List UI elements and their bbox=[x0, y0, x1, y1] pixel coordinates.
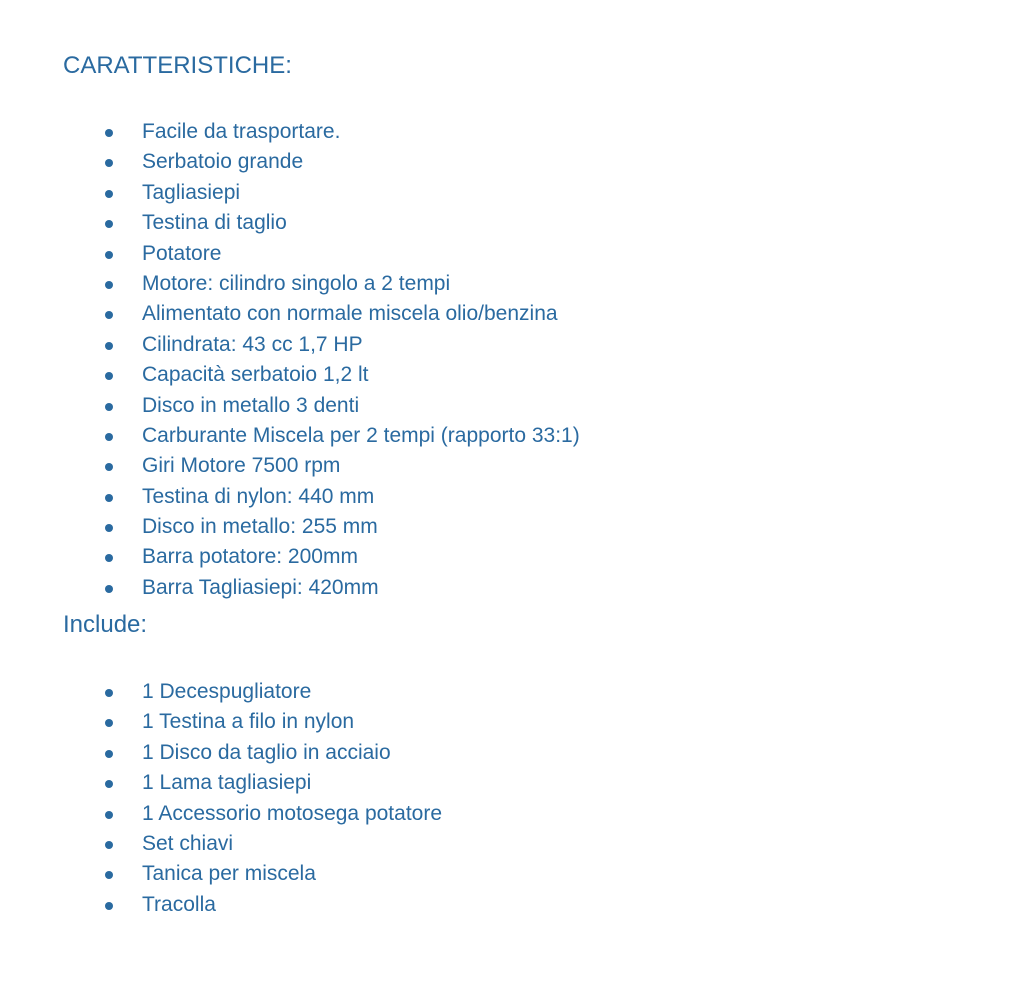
list-item-text: Cilindrata: 43 cc 1,7 HP bbox=[142, 332, 363, 356]
bullet-icon bbox=[105, 311, 113, 319]
list-item bbox=[0, 208, 580, 238]
list-item-text: Potatore bbox=[142, 241, 222, 265]
list-item bbox=[0, 859, 442, 889]
list-item bbox=[0, 677, 442, 707]
list-item bbox=[0, 768, 442, 798]
list-item-text: 1 Disco da taglio in acciaio bbox=[142, 740, 391, 764]
bullet-icon bbox=[105, 190, 113, 198]
list-item bbox=[0, 421, 580, 451]
list-item-text: Disco in metallo 3 denti bbox=[142, 393, 360, 417]
list-item-text: Tagliasiepi bbox=[142, 180, 241, 204]
bullet-icon bbox=[105, 689, 113, 697]
list-item-text: Tanica per miscela bbox=[142, 862, 316, 886]
bullet-icon bbox=[105, 220, 113, 228]
bullet-icon bbox=[105, 871, 113, 879]
list-item-text: 1 Decespugliatore bbox=[142, 680, 312, 703]
list-item-text: 1 Testina a filo in nylon bbox=[142, 710, 355, 734]
bullet-icon bbox=[105, 463, 113, 471]
list-item bbox=[0, 451, 580, 481]
list-item-text: Giri Motore 7500 rpm bbox=[142, 454, 341, 478]
list-item bbox=[0, 147, 580, 177]
list-item-text: Barra potatore: 200mm bbox=[142, 545, 358, 569]
bullet-icon bbox=[105, 841, 113, 849]
list-item-text: Tracolla bbox=[142, 892, 216, 916]
list-item bbox=[0, 299, 580, 329]
bullet-icon bbox=[105, 281, 113, 289]
bullet-icon bbox=[105, 780, 113, 788]
list-item bbox=[0, 512, 580, 542]
list-item bbox=[0, 178, 580, 208]
features-list bbox=[0, 117, 580, 603]
list-item-text: Carburante Miscela per 2 tempi (rapporto 33:1) bbox=[142, 423, 580, 447]
bullet-icon bbox=[105, 403, 113, 411]
list-item-text: Facile da trasportare. bbox=[142, 120, 341, 143]
bullet-icon bbox=[105, 372, 113, 380]
bullet-icon bbox=[105, 719, 113, 727]
list-item-text: Motore: cilindro singolo a 2 tempi bbox=[142, 271, 451, 295]
list-item bbox=[0, 738, 442, 768]
list-item bbox=[0, 360, 580, 390]
bullet-icon bbox=[105, 342, 113, 350]
features-heading: CARATTERISTICHE: bbox=[63, 52, 292, 79]
bullet-icon bbox=[105, 811, 113, 819]
list-item-text: Alimentato con normale miscela olio/benzina bbox=[142, 302, 558, 326]
list-item bbox=[0, 799, 442, 829]
list-item-text: Testina di taglio bbox=[142, 211, 287, 235]
list-item-text: Capacità serbatoio 1,2 lt bbox=[142, 363, 369, 387]
list-item bbox=[0, 707, 442, 737]
list-item bbox=[0, 239, 580, 269]
list-item-text: Barra Tagliasiepi: 420mm bbox=[142, 575, 379, 599]
bullet-icon bbox=[105, 585, 113, 593]
bullet-icon bbox=[105, 902, 113, 910]
list-item bbox=[0, 482, 580, 512]
list-item-text: Set chiavi bbox=[142, 831, 234, 855]
bullet-icon bbox=[105, 433, 113, 441]
list-item-text: 1 Accessorio motosega potatore bbox=[142, 801, 443, 825]
bullet-icon bbox=[105, 159, 113, 167]
bullet-icon bbox=[105, 554, 113, 562]
list-item bbox=[0, 542, 580, 572]
list-item bbox=[0, 269, 580, 299]
includes-heading: Include: bbox=[63, 611, 148, 638]
list-item bbox=[0, 890, 442, 920]
list-item bbox=[0, 330, 580, 360]
bullet-icon bbox=[105, 494, 113, 502]
list-item bbox=[0, 117, 580, 147]
list-item bbox=[0, 573, 580, 603]
bullet-icon bbox=[105, 129, 113, 137]
list-item bbox=[0, 391, 580, 421]
bullet-icon bbox=[105, 251, 113, 259]
list-item-text: 1 Lama tagliasiepi bbox=[142, 771, 312, 795]
list-item bbox=[0, 829, 442, 859]
list-item-text: Disco in metallo: 255 mm bbox=[142, 515, 378, 539]
bullet-icon bbox=[105, 750, 113, 758]
includes-list bbox=[0, 677, 442, 920]
list-item-text: Testina di nylon: 440 mm bbox=[142, 484, 375, 508]
list-item-text: Serbatoio grande bbox=[142, 150, 304, 174]
bullet-icon bbox=[105, 524, 113, 532]
